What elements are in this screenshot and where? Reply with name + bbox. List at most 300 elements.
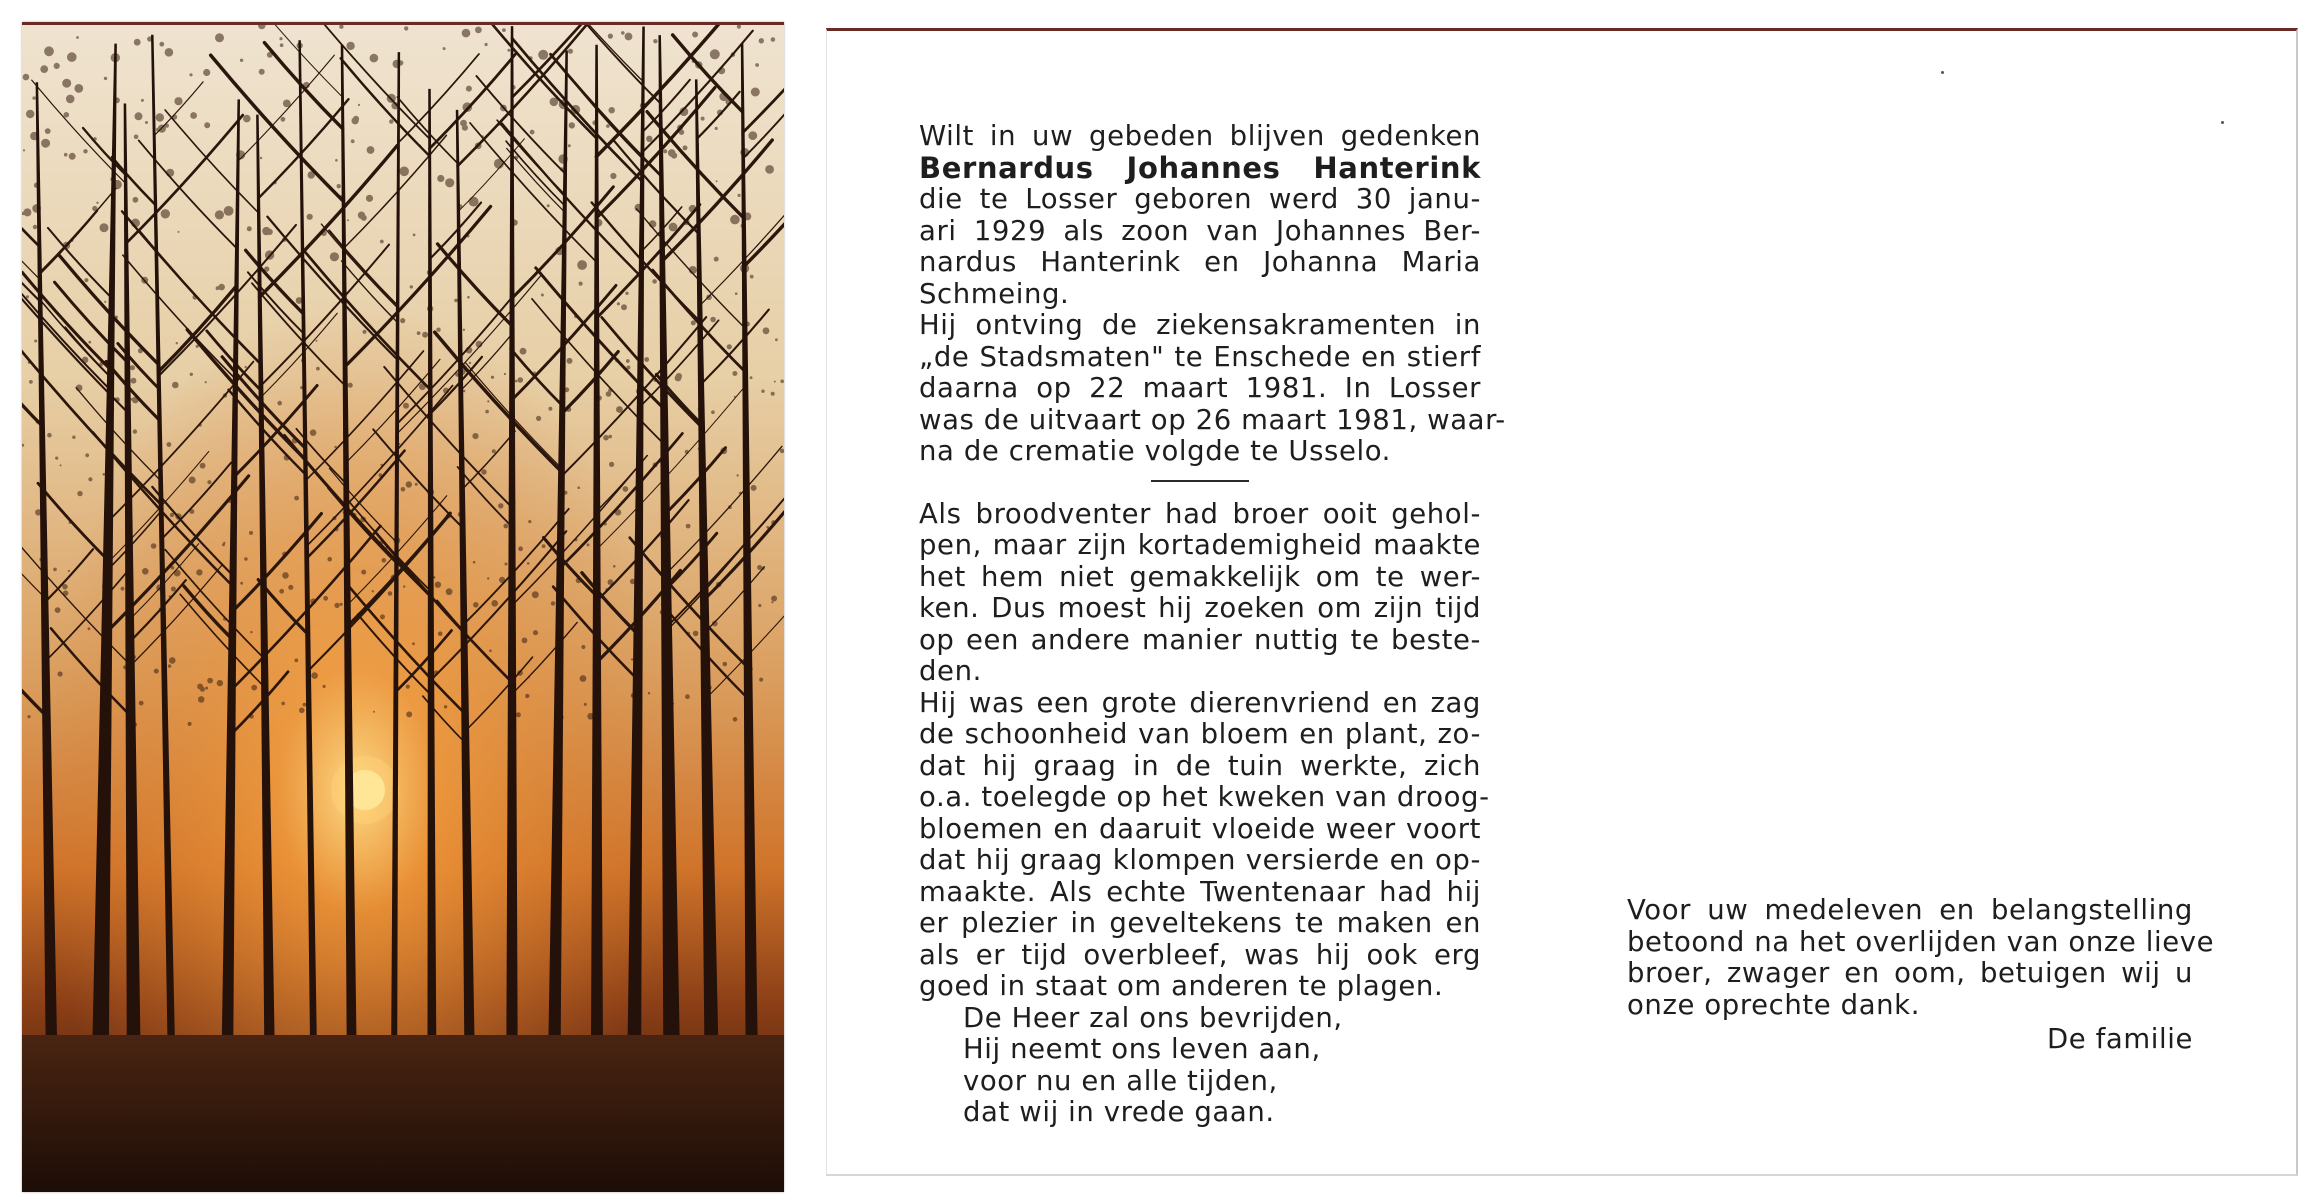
leaf-cluster (88, 341, 91, 344)
poem (919, 1003, 1481, 1129)
leaf-cluster (134, 135, 139, 140)
leaf-cluster (33, 225, 37, 229)
leaf-cluster (466, 86, 472, 92)
leaf-cluster (644, 357, 649, 362)
leaf-cluster (710, 317, 716, 323)
leaf-cluster (23, 74, 30, 81)
leaf-cluster (567, 358, 573, 364)
leaf-cluster (207, 480, 211, 484)
thanks-line: broer, zwager en oom, betuigen wij u (1627, 957, 2193, 989)
leaf-cluster (104, 77, 107, 80)
leaf-cluster (244, 557, 248, 561)
story-line: maakte. Als echte Twentenaar had hij (919, 875, 1481, 908)
leaf-cluster (196, 569, 202, 575)
leaf-cluster (58, 671, 63, 676)
leaf-cluster (748, 131, 757, 140)
story-line: o.a. toelegde op het kweken van droog- (919, 781, 1490, 813)
leaf-cluster (77, 491, 82, 496)
leaf-cluster (251, 685, 257, 691)
story-line: dat hij graag klompen versierde en op- (919, 844, 1481, 876)
leaf-cluster (165, 48, 174, 57)
leaf-cluster (403, 403, 409, 409)
ground (22, 1035, 784, 1192)
leaf-cluster (40, 65, 48, 73)
leaf-cluster (771, 37, 776, 42)
sunset-trees-photo (22, 25, 784, 1192)
leaf-cluster (26, 110, 34, 118)
leaf-cluster (771, 596, 777, 602)
memorial-text-card (826, 28, 2298, 1176)
leaf-cluster (502, 28, 506, 32)
leaf-cluster (69, 153, 76, 160)
leaf-cluster (437, 175, 444, 182)
leaf-cluster (337, 184, 341, 188)
leaf-cluster (406, 481, 412, 487)
leaf-cluster (351, 139, 355, 143)
leaf-cluster (346, 42, 354, 50)
leaf-cluster (750, 275, 754, 279)
leaf-cluster (443, 47, 446, 50)
leaf-cluster (568, 144, 571, 147)
story-line: pen, maar zijn kortademigheid maakte (919, 529, 1481, 561)
leaf-cluster (347, 219, 349, 221)
leaf-cluster (154, 669, 159, 674)
leaf-cluster (446, 588, 453, 595)
leaf-cluster (505, 563, 508, 566)
leaf-cluster (161, 209, 170, 218)
biography (919, 183, 1506, 468)
leaf-cluster (750, 376, 753, 379)
memorial-main-column (919, 120, 1506, 1129)
leaf-cluster (215, 210, 224, 219)
leaf-cluster (771, 392, 775, 396)
leaf-cluster (701, 117, 705, 121)
leaf-cluster (616, 406, 623, 413)
leaf-cluster (536, 416, 541, 421)
leaf-cluster (735, 292, 738, 295)
bio-line: was de uitvaart op 26 maart 1981, waar- (919, 403, 1506, 436)
speck (2221, 121, 2224, 124)
leaf-cluster (200, 687, 205, 692)
leaf-cluster (85, 453, 89, 457)
leaf-cluster (532, 591, 539, 598)
story-line: er plezier in geveltekens te maken en (919, 907, 1481, 939)
story-line: dat hij graag in de tuin werkte, zich (919, 749, 1481, 782)
leaf-cluster (200, 463, 206, 469)
leaf-cluster (400, 318, 405, 323)
poem-line: voor nu en alle tijden, (963, 1064, 1278, 1097)
leaf-cluster (282, 572, 289, 579)
leaf-cluster (738, 194, 741, 197)
leaf-cluster (189, 73, 192, 76)
leaf-cluster (711, 410, 715, 414)
leaf-cluster (663, 149, 667, 153)
leaf-cluster (491, 600, 498, 607)
leaf-cluster (294, 496, 299, 501)
leaf-cluster (172, 382, 179, 389)
leaf-cluster (380, 240, 384, 244)
leaf-cluster (608, 34, 613, 39)
leaf-cluster (215, 33, 224, 42)
leaf-cluster (623, 486, 629, 492)
leaf-cluster (621, 31, 625, 35)
leaf-cluster (577, 486, 580, 489)
leaf-cluster (207, 678, 213, 684)
leaf-cluster (176, 342, 178, 344)
leaf-cluster (88, 477, 92, 481)
leaf-cluster (686, 524, 691, 529)
leaf-cluster (133, 197, 139, 203)
leaf-cluster (366, 195, 373, 202)
leaf-cluster (780, 380, 784, 384)
leaf-cluster (245, 366, 247, 368)
leaf-cluster (758, 604, 761, 607)
leaf-cluster (121, 587, 125, 591)
leaf-cluster (736, 474, 738, 476)
leaf-cluster (240, 59, 243, 62)
leaf-cluster (178, 231, 180, 233)
leaf-cluster (156, 113, 164, 121)
leaf-cluster (516, 712, 521, 717)
leaf-cluster (34, 340, 37, 343)
leaf-cluster (444, 705, 447, 708)
leaf-cluster (26, 295, 29, 298)
leaf-cluster (491, 376, 494, 379)
leaf-cluster (103, 473, 106, 476)
leaf-cluster (352, 117, 359, 124)
leaf-cluster (417, 331, 421, 335)
leaf-cluster (340, 603, 343, 606)
thanks-line: betoond na het overlijden van onze lieve (1627, 925, 2215, 958)
leaf-cluster (568, 49, 573, 54)
leaf-cluster (55, 457, 58, 460)
leaf-cluster (613, 565, 616, 568)
leaf-cluster (288, 585, 293, 590)
leaf-cluster (404, 26, 408, 30)
leaf-cluster (330, 252, 339, 261)
leaf-cluster (223, 542, 225, 544)
leaf-cluster (609, 462, 614, 467)
signature: De familie (2047, 1023, 2193, 1055)
bio-line: na de crematie volgde te Usselo. (919, 435, 1391, 467)
leaf-cluster (145, 121, 148, 124)
leaf-cluster (475, 27, 482, 34)
leaf-cluster (603, 435, 609, 441)
photo-card (22, 22, 784, 1192)
leaf-cluster (327, 557, 332, 562)
deceased-name: Bernardus Johannes Hanterink (919, 150, 1481, 185)
leaf-cluster (168, 664, 171, 667)
leaf-cluster (485, 410, 489, 414)
leaf-cluster (133, 429, 137, 433)
bio-line: Schmeing. (919, 277, 1070, 310)
leaf-cluster (454, 299, 458, 303)
leaf-cluster (189, 477, 196, 484)
leaf-cluster (380, 614, 385, 619)
leaf-cluster (23, 149, 25, 151)
section-divider (1151, 480, 1249, 482)
leaf-cluster (243, 115, 251, 123)
leaf-cluster (316, 367, 320, 371)
leaf-cluster (348, 383, 353, 388)
story-line: Als broodventer had broer ooit gehol- (919, 497, 1481, 530)
leaf-cluster (609, 107, 615, 113)
leaf-cluster (469, 197, 479, 207)
leaf-cluster (771, 601, 773, 603)
leaf-cluster (72, 436, 75, 439)
leaf-cluster (45, 128, 51, 134)
leaf-cluster (218, 284, 225, 291)
leaf-cluster (617, 302, 620, 305)
leaf-cluster (361, 570, 366, 575)
leaf-cluster (631, 658, 633, 660)
leaf-cluster (732, 371, 737, 376)
leaf-cluster (310, 429, 317, 436)
story-line: Hij was een grote dierenvriend en zag (919, 686, 1481, 719)
leaf-cluster (472, 433, 478, 439)
poem-line: De Heer zal ons bevrijden, (963, 1001, 1343, 1034)
leaf-cluster (481, 469, 486, 474)
leaf-cluster (281, 117, 286, 122)
leaf-cluster (587, 543, 590, 546)
leaf-cluster (399, 167, 409, 177)
bio-line: Hij ontving de ziekensakramenten in (919, 309, 1481, 341)
leaf-cluster (401, 487, 406, 492)
story-line: het hem niet gemakkelijk om te wer- (919, 560, 1481, 593)
leaf-cluster (190, 112, 197, 119)
leaf-cluster (436, 328, 440, 332)
leaf-cluster (759, 678, 763, 682)
leaf-cluster (139, 701, 144, 706)
leaf-cluster (467, 296, 470, 299)
leaf-cluster (518, 546, 523, 551)
leaf-cluster (67, 52, 77, 62)
leaf-cluster (64, 153, 68, 157)
leaf-cluster (29, 380, 33, 384)
leaf-cluster (104, 301, 106, 303)
leaf-cluster (498, 503, 503, 508)
leaf-cluster (68, 570, 70, 572)
leaf-cluster (668, 149, 676, 157)
story-line: goed in staat om anderen te plagen. (919, 970, 1444, 1002)
leaf-cluster (625, 292, 628, 295)
leaf-cluster (765, 165, 774, 174)
leaf-cluster (606, 124, 610, 128)
leaf-cluster (669, 223, 678, 232)
leaf-cluster (733, 717, 738, 722)
leaf-cluster (438, 631, 443, 636)
leaf-cluster (27, 715, 30, 718)
leaf-cluster (88, 627, 91, 630)
story-line: op een andere manier nuttig te beste- (919, 623, 1481, 656)
leaf-cluster (389, 119, 393, 123)
leaf-cluster (485, 43, 488, 46)
leaf-cluster (542, 544, 546, 548)
leaf-cluster (224, 206, 234, 216)
leaf-cluster (217, 680, 223, 686)
leaf-cluster (66, 95, 75, 104)
leaf-cluster (54, 63, 60, 69)
leaf-cluster (55, 607, 61, 613)
leaf-cluster (581, 645, 585, 649)
leaf-cluster (281, 702, 285, 706)
poem-line: Hij neemt ons leven aan, (963, 1033, 1321, 1065)
leaf-cluster (541, 294, 544, 297)
leaf-cluster (247, 226, 252, 231)
leaf-cluster (530, 130, 535, 135)
leaf-cluster (522, 638, 528, 644)
leaf-cluster (692, 32, 698, 38)
leaf-cluster (204, 122, 210, 128)
leaf-cluster (652, 279, 657, 284)
leaf-cluster (422, 332, 428, 338)
leaf-cluster (727, 344, 732, 349)
leaf-cluster (646, 136, 652, 142)
leaf-cluster (551, 601, 555, 605)
leaf-cluster (755, 63, 759, 67)
leaf-cluster (403, 585, 405, 587)
leaf-cluster (205, 381, 207, 383)
leaf-cluster (625, 33, 633, 41)
leaf-cluster (533, 630, 538, 635)
leaf-cluster (715, 127, 718, 130)
leaf-cluster (64, 112, 70, 118)
leaf-cluster (299, 708, 305, 714)
story-line: als er tijd overbleef, was hij ook erg (919, 938, 1481, 971)
leaf-cluster (473, 561, 476, 564)
leaf-cluster (608, 435, 612, 439)
leaf-cluster (311, 672, 318, 679)
leaf-cluster (774, 381, 776, 383)
leaf-cluster (167, 442, 172, 447)
leaf-cluster (388, 591, 393, 596)
leaf-cluster (307, 214, 313, 220)
leaf-cluster (32, 96, 35, 99)
leaf-cluster (406, 685, 410, 689)
leaf-cluster (761, 390, 764, 393)
leaf-cluster (96, 202, 98, 204)
leaf-cluster (277, 401, 282, 406)
leaf-cluster (159, 42, 164, 47)
leaf-cluster (44, 46, 54, 56)
leaf-cluster (334, 446, 336, 448)
leaf-cluster (294, 659, 298, 663)
leaf-cluster (710, 49, 720, 59)
leaf-cluster (412, 642, 415, 645)
leaf-cluster (463, 329, 465, 331)
leaf-cluster (142, 568, 149, 575)
leaf-cluster (203, 69, 210, 76)
leaf-cluster (462, 29, 471, 38)
leaf-cluster (335, 159, 338, 162)
leaf-cluster (548, 407, 552, 411)
leaf-cluster (460, 120, 467, 127)
story-line: ken. Dus moest hij zoeken om zijn tijd (919, 592, 1481, 624)
leaf-cluster (280, 43, 284, 47)
leaf-cluster (100, 223, 109, 232)
leaf-cluster (316, 340, 318, 342)
leaf-cluster (487, 577, 489, 579)
leaf-cluster (198, 696, 205, 703)
leaf-cluster (653, 39, 657, 43)
leaf-cluster (685, 694, 690, 699)
bio-line: die te Losser geboren werd 30 janu- (919, 183, 1481, 215)
leaf-cluster (584, 703, 587, 706)
leaf-cluster (358, 104, 360, 106)
leaf-cluster (358, 212, 365, 219)
leaf-cluster (372, 590, 374, 592)
leaf-cluster (367, 146, 375, 154)
leaf-cluster (76, 36, 79, 39)
leaf-cluster (41, 139, 50, 148)
leaf-cluster (507, 49, 510, 52)
leaf-cluster (62, 79, 71, 88)
leaf-cluster (621, 304, 627, 310)
leaf-cluster (188, 722, 192, 726)
leaf-cluster (610, 173, 616, 179)
leaf-cluster (626, 359, 630, 363)
leaf-cluster (691, 320, 696, 325)
leaf-cluster (240, 582, 243, 585)
leaf-cluster (23, 208, 31, 216)
leaf-cluster (323, 596, 328, 601)
thanks-column (1627, 894, 2215, 1056)
thanks-line: onze oprechte dank. (1627, 988, 1921, 1021)
leaf-cluster (406, 711, 412, 717)
leaf-cluster (363, 330, 367, 334)
leaf-cluster (763, 327, 770, 334)
speck (1941, 71, 1944, 74)
leaf-cluster (190, 373, 193, 376)
leaf-cluster (130, 365, 135, 370)
leaf-cluster (759, 38, 764, 43)
leaf-cluster (751, 485, 757, 491)
leaf-cluster (415, 483, 418, 486)
leaf-cluster (648, 692, 650, 694)
thanks-line: Voor uw medeleven en belangstelling (1627, 894, 2193, 926)
leaf-cluster (445, 178, 454, 187)
leaf-cluster (469, 362, 471, 364)
story-line: de schoonheid van bloem en plant, zo- (919, 718, 1481, 750)
life-story (919, 497, 1490, 1003)
leaf-cluster (577, 260, 587, 270)
leaf-cluster (683, 145, 688, 150)
story-line: den. (919, 655, 982, 687)
leaf-cluster (714, 257, 719, 262)
leaf-cluster (580, 675, 587, 682)
leaf-cluster (83, 149, 87, 153)
leaf-cluster (751, 88, 760, 97)
poem-line: dat wij in vrede gaan. (963, 1096, 1275, 1128)
leaf-cluster (527, 562, 530, 565)
leaf-cluster (169, 657, 176, 664)
bio-line: ari 1929 als zoon van Johannes Ber- (919, 214, 1481, 247)
leaf-cluster (151, 543, 157, 549)
leaf-cluster (435, 582, 441, 588)
leaf-cluster (520, 348, 527, 355)
leaf-cluster (370, 54, 379, 63)
leaf-cluster (579, 282, 583, 286)
leaf-cluster (730, 215, 740, 225)
leaf-cluster (487, 400, 489, 402)
leaf-cluster (267, 229, 273, 235)
leaf-cluster (569, 122, 575, 128)
leaf-cluster (693, 631, 699, 637)
bio-line: daarna op 22 maart 1981. In Losser (919, 372, 1481, 404)
leaf-cluster (279, 589, 284, 594)
bio-line: nardus Hanterink en Johanna Maria (919, 246, 1481, 278)
leaf-cluster (413, 234, 416, 237)
